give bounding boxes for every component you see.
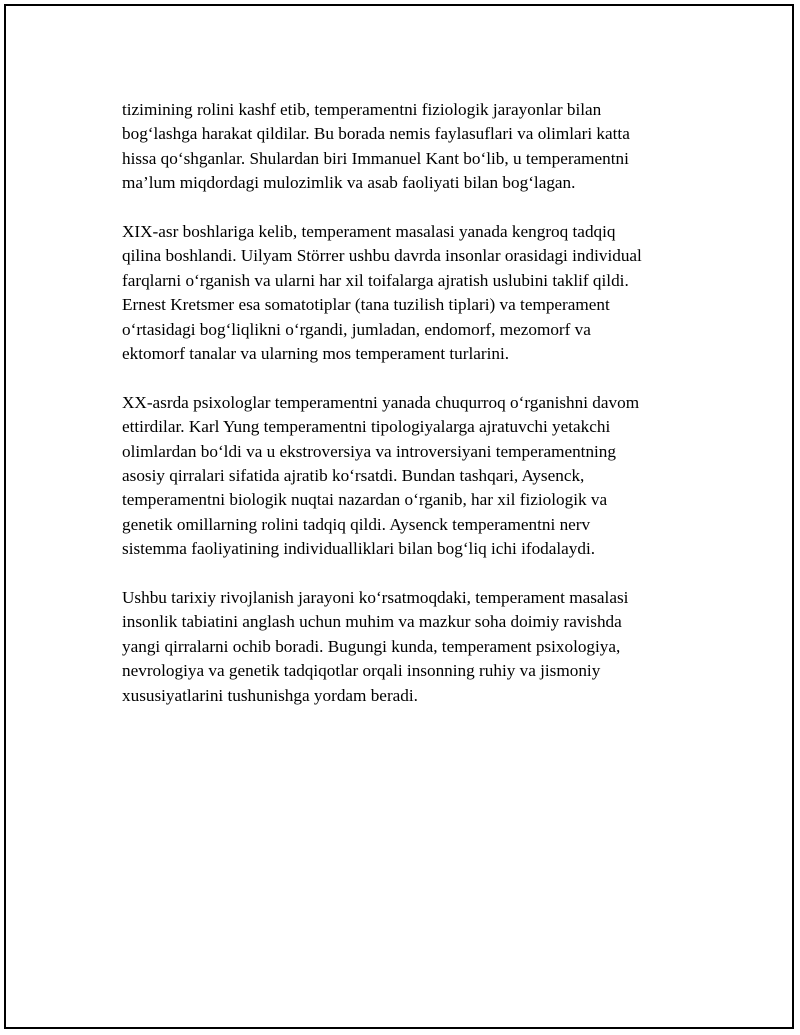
page-frame: [4, 4, 794, 1029]
text-line: asosiy qirralari sifatida ajratib ko‘rsatdi. Bundan tashqari, Aysenck,: [122, 466, 585, 486]
text-line: ektomorf tanalar va ularning mos temperament turlarini.: [122, 344, 510, 364]
page-body: [122, 98, 702, 733]
text-line: farqlarni o‘rganish va ularni har xil toifalarga ajratish uslubini taklif qildi.: [122, 270, 629, 290]
text-line: sistemma faoliyatining individualliklari bilan bog‘liq ichi ifodalaydi.: [122, 539, 596, 559]
text-line: hissa qo‘shganlar. Shulardan biri Immanuel Kant bo‘lib, u temperamentni: [122, 148, 629, 168]
text-line: o‘rtasidagi bog‘liqlikni o‘rgandi, jumladan, endomorf, mezomorf va: [122, 319, 591, 339]
text-line: qilina boshlandi. Uilyam Störrer ushbu davrda insonlar orasidagi individual: [122, 246, 642, 266]
text-line: XIX-asr boshlariga kelib, temperament masalasi yanada kengroq tadqiq: [122, 222, 616, 242]
text-line: xususiyatlarini tushunishga yordam beradi.: [122, 685, 418, 705]
paragraph-3: [122, 391, 702, 562]
text-line: ettirdilar. Karl Yung temperamentni tipologiyalarga ajratuvchi yetakchi: [122, 417, 611, 437]
paragraph-1: [122, 98, 702, 196]
text-line: yangi qirralarni ochib boradi. Bugungi kunda, temperament psixologiya,: [122, 636, 621, 656]
text-line: XX-asrda psixologlar temperamentni yanada chuqurroq o‘rganishni davom: [122, 392, 640, 412]
text-line: olimlardan bo‘ldi va u ekstroversiya va introversiyani temperamentning: [122, 441, 616, 461]
text-line: Ernest Kretsmer esa somatotiplar (tana tuzilish tiplari) va temperament: [122, 295, 610, 315]
text-line: temperamentni biologik nuqtai nazardan o‘rganib, har xil fiziologik va: [122, 490, 608, 510]
text-line: ma’lum miqdordagi mulozimlik va asab faoliyati bilan bog‘lagan.: [122, 173, 576, 193]
text-line: Ushbu tarixiy rivojlanish jarayoni ko‘rsatmoqdaki, temperament masalasi: [122, 588, 629, 608]
paragraph-2: [122, 220, 702, 366]
paragraph-4: [122, 586, 702, 708]
text-line: insonlik tabiatini anglash uchun muhim va mazkur soha doimiy ravishda: [122, 612, 622, 632]
text-line: genetik omillarning rolini tadqiq qildi. Aysenck temperamentni nerv: [122, 514, 591, 534]
text-line: bog‘lashga harakat qildilar. Bu borada nemis faylasuflari va olimlari katta: [122, 124, 630, 144]
text-line: nevrologiya va genetik tadqiqotlar orqali insonning ruhiy va jismoniy: [122, 661, 601, 681]
text-line: tizimining rolini kashf etib, temperamentni fiziologik jarayonlar bilan: [122, 100, 602, 119]
